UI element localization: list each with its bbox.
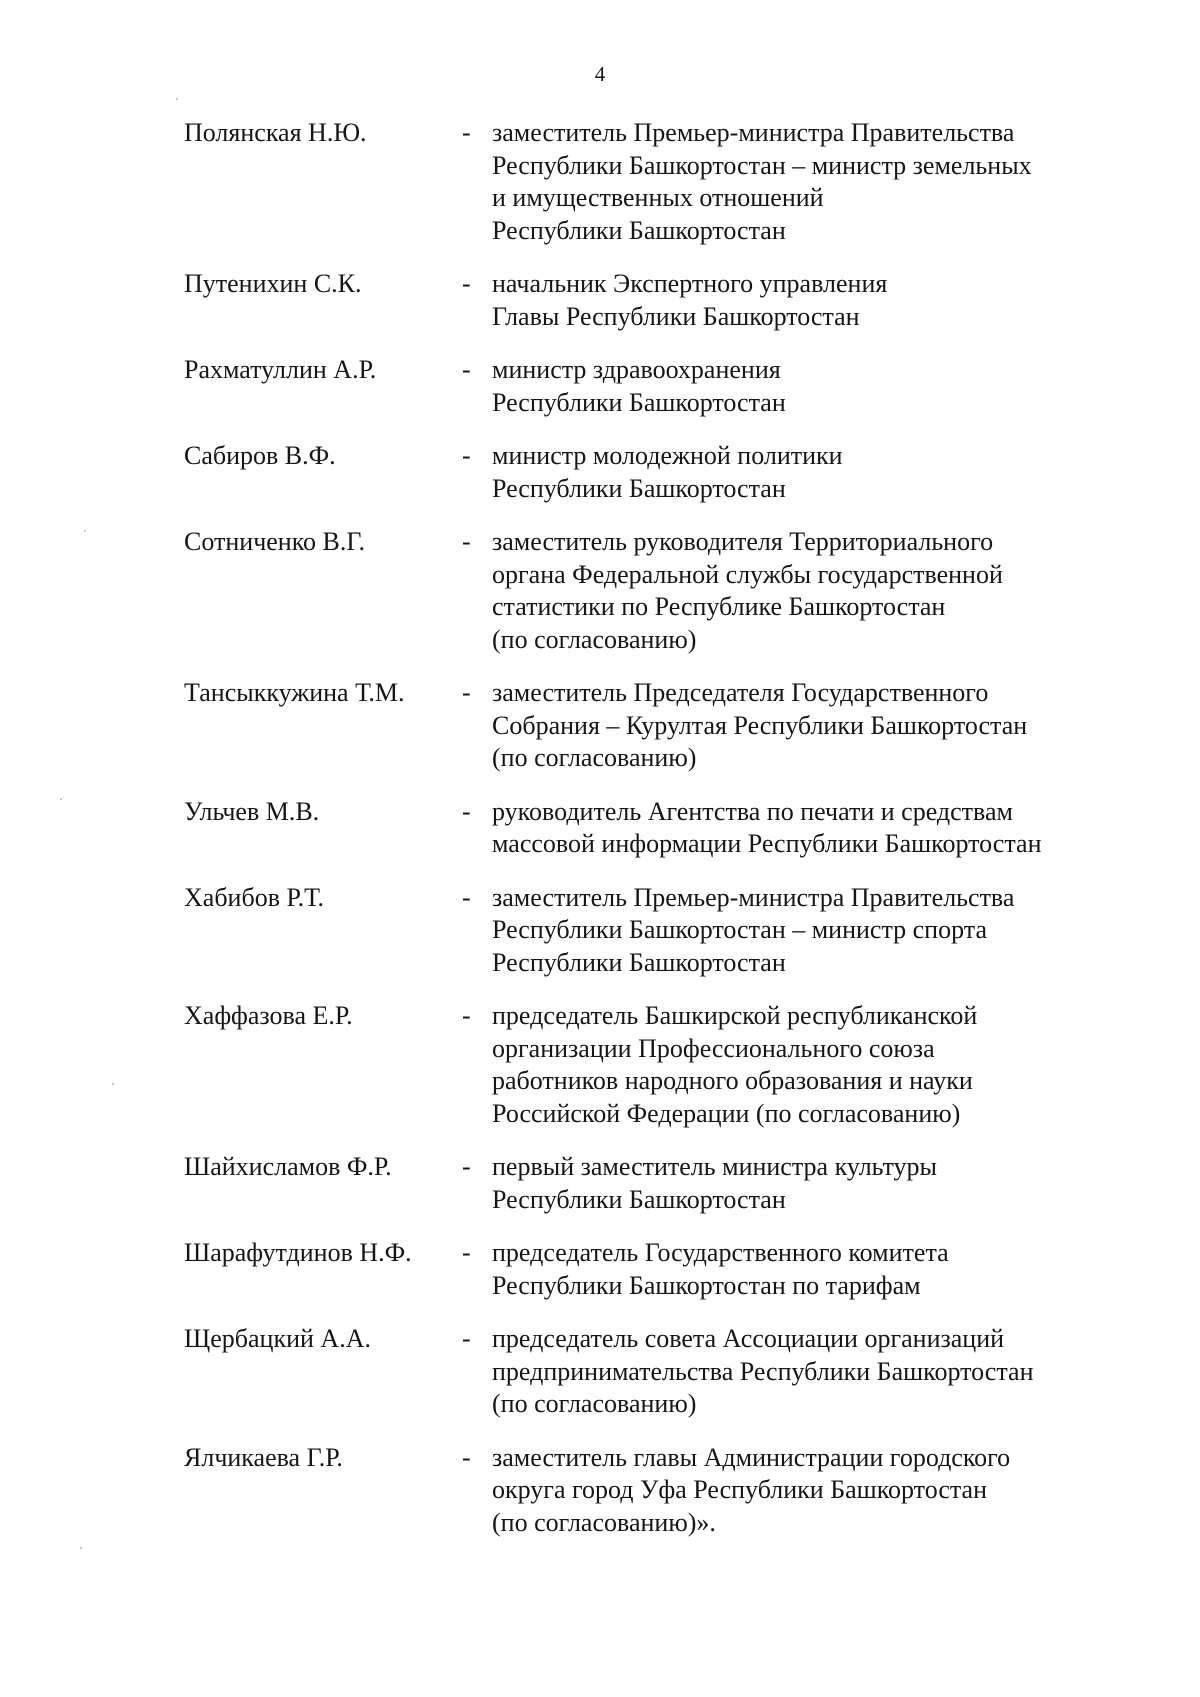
member-position — [492, 677, 1112, 775]
member-position — [492, 882, 1112, 980]
position-line: массовой информации Республики Башкортостан — [492, 829, 1042, 858]
member-dash: - — [462, 1152, 471, 1181]
member-position — [492, 1151, 1112, 1216]
position-line: Главы Республики Башкортостан — [492, 301, 860, 331]
member-position — [492, 1000, 1112, 1130]
position-line: Собрания – Курултая Республики Башкортостан — [492, 710, 1028, 740]
position-line: работников народного образования и науки — [492, 1066, 973, 1095]
member-name: Щербацкий А.А. — [184, 1324, 371, 1353]
scan-speck — [176, 98, 178, 100]
member-dash: - — [462, 355, 471, 384]
member-dash: - — [462, 1324, 471, 1353]
page-number: 4 — [594, 62, 606, 86]
member-entry — [0, 882, 1200, 980]
position-line: начальник Экспертного управления — [492, 269, 888, 298]
member-dash: - — [462, 678, 471, 707]
member-name: Хабибов Р.Т. — [184, 882, 324, 912]
scan-speck — [80, 1547, 82, 1549]
position-line: министр молодежной политики — [492, 441, 843, 470]
position-line: Республики Башкортостан — [492, 473, 786, 503]
position-line: Российской Федерации (по согласованию) — [492, 1098, 961, 1128]
member-entry — [0, 526, 1200, 656]
position-line: Республики Башкортостан — [492, 947, 786, 977]
member-dash: - — [462, 1442, 471, 1472]
member-position — [492, 440, 1112, 505]
member-dash: - — [462, 527, 471, 556]
member-position — [492, 354, 1112, 419]
position-line: предпринимательства Республики Башкортостан — [492, 1356, 1034, 1386]
member-entry — [0, 677, 1200, 775]
member-position — [492, 796, 1112, 861]
member-position — [492, 1442, 1112, 1540]
position-line: первый заместитель министра культуры — [492, 1152, 938, 1181]
position-line: (по согласованию) — [492, 1389, 697, 1418]
member-position — [492, 526, 1112, 656]
member-name: Шарафутдинов Н.Ф. — [184, 1238, 412, 1267]
member-entry — [0, 796, 1200, 861]
member-entry — [0, 268, 1200, 333]
member-name: Шайхисламов Ф.Р. — [184, 1152, 392, 1181]
position-line: органа Федеральной службы государственной — [492, 559, 1003, 589]
member-name: Ульчев М.В. — [184, 796, 320, 826]
member-entry — [0, 354, 1200, 419]
position-line: председатель совета Ассоциации организаций — [492, 1324, 1005, 1353]
position-line: заместитель руководителя Территориального — [492, 527, 994, 556]
position-line: Республики Башкортостан – министр спорта — [492, 915, 987, 944]
member-entry — [0, 1442, 1200, 1540]
position-line: заместитель главы Администрации городского — [492, 1442, 1011, 1472]
member-name: Сотниченко В.Г. — [184, 527, 365, 556]
position-line: заместитель Премьер-министра Правительства — [492, 118, 1015, 147]
member-entry — [0, 1151, 1200, 1216]
member-name: Сабиров В.Ф. — [184, 441, 336, 470]
position-line: (по согласованию)». — [492, 1507, 716, 1537]
scan-speck — [112, 1083, 114, 1085]
position-line: и имущественных отношений — [492, 183, 824, 212]
member-position — [492, 117, 1112, 247]
member-name: Тансыккужина Т.М. — [184, 678, 405, 707]
member-entry — [0, 440, 1200, 505]
position-line: (по согласованию) — [492, 743, 697, 772]
member-entry — [0, 1000, 1200, 1130]
member-dash: - — [462, 441, 471, 470]
member-dash: - — [462, 1001, 471, 1030]
member-name: Путенихин С.К. — [184, 269, 362, 298]
member-position — [492, 1237, 1112, 1302]
position-line: организации Профессионального союза — [492, 1033, 935, 1063]
member-list — [0, 117, 1200, 1560]
position-line: министр здравоохранения — [492, 355, 781, 384]
member-position — [492, 1323, 1112, 1421]
member-dash: - — [462, 118, 471, 147]
scan-speck — [60, 798, 62, 800]
member-name: Рахматуллин А.Р. — [184, 355, 377, 384]
position-line: Республики Башкортостан — [492, 1184, 786, 1214]
member-dash: - — [462, 882, 471, 912]
position-line: заместитель Председателя Государственного — [492, 678, 989, 707]
position-line: заместитель Премьер-министра Правительства — [492, 882, 1015, 912]
member-dash: - — [462, 269, 471, 298]
member-dash: - — [462, 796, 471, 826]
position-line: округа город Уфа Республики Башкортостан — [492, 1475, 988, 1504]
member-name: Полянская Н.Ю. — [184, 118, 367, 147]
member-position — [492, 268, 1112, 333]
member-entry — [0, 117, 1200, 247]
member-dash: - — [462, 1238, 471, 1267]
position-line: Республики Башкортостан – министр земельных — [492, 150, 1032, 180]
position-line: (по согласованию) — [492, 624, 697, 654]
position-line: Республики Башкортостан по тарифам — [492, 1270, 921, 1300]
position-line: Республики Башкортостан — [492, 215, 786, 245]
member-entry — [0, 1237, 1200, 1302]
position-line: председатель Башкирской республиканской — [492, 1001, 978, 1030]
position-line: председатель Государственного комитета — [492, 1238, 949, 1267]
position-line: руководитель Агентства по печати и средствам — [492, 796, 1013, 826]
member-name: Хаффазова Е.Р. — [184, 1001, 353, 1030]
position-line: Республики Башкортостан — [492, 387, 786, 417]
position-line: статистики по Республике Башкортостан — [492, 592, 946, 621]
member-entry — [0, 1323, 1200, 1421]
member-name: Ялчикаева Г.Р. — [184, 1442, 343, 1472]
scan-speck — [84, 530, 86, 532]
